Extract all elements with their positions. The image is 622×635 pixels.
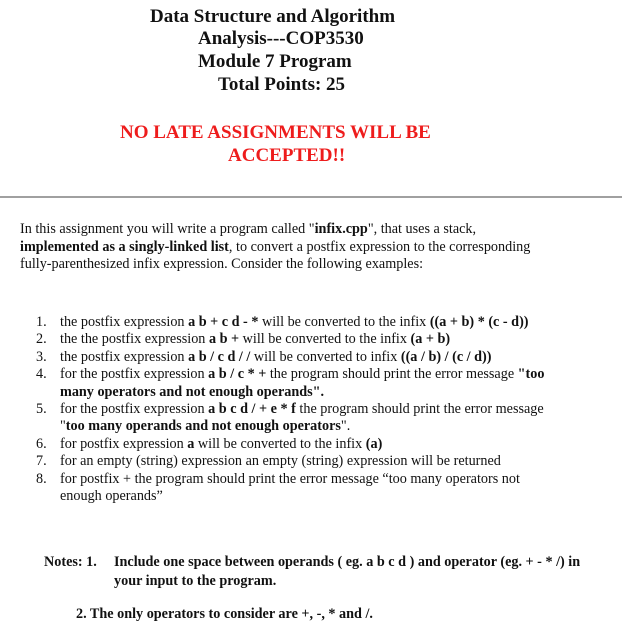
notes-label: Notes: 1.	[44, 554, 97, 570]
intro-paragraph	[20, 221, 550, 274]
example-number: 8.	[36, 470, 47, 487]
note-1	[44, 553, 584, 591]
note-1-text: Include one space between operands ( eg. a b c d ) and operator (eg. + - * /) in your input to the program.	[114, 554, 581, 589]
intro-emphasis: implemented as a singly-linked list	[20, 238, 229, 255]
course-title: Data Structure and Algorithm	[150, 6, 396, 27]
example-expression: a b / c * +	[208, 366, 267, 383]
example-text: will be converted to infix	[250, 348, 401, 365]
example-item-1	[36, 314, 556, 331]
example-text: will be converted to the infix	[258, 314, 430, 330]
example-text: the the postfix expression	[60, 331, 209, 348]
example-text: will be converted to the infix	[239, 331, 411, 348]
example-expression: ((a + b) * (c - d))	[429, 314, 529, 330]
example-expression: too many operands and not enough operators	[65, 418, 341, 435]
example-item-2	[36, 331, 556, 348]
example-number: 7.	[36, 453, 47, 470]
example-text: for postfix expression	[60, 435, 188, 452]
notes-section	[44, 553, 584, 591]
example-number: 3.	[36, 348, 47, 365]
example-number: 6.	[36, 435, 47, 452]
example-text: the program should print the error message "	[60, 401, 544, 435]
example-text: will be converted to the infix	[194, 435, 366, 452]
example-expression: a b / c d / /	[188, 348, 251, 365]
example-expression: a b c d / + e * f	[208, 401, 296, 418]
example-text: the postfix expression	[60, 314, 189, 330]
module-title: Module 7 Program	[198, 51, 352, 72]
example-number: 5.	[36, 401, 47, 418]
intro-text-2: ", that uses a stack,	[367, 221, 477, 237]
example-text: the program should print the error message “too many operators not enough operands”	[60, 470, 520, 505]
example-expression: ((a / b) / (c / d))	[400, 348, 492, 365]
example-number: 4.	[36, 366, 47, 383]
example-number: 1.	[36, 314, 47, 330]
example-expression: a	[187, 435, 195, 452]
example-text: the postfix expression	[60, 348, 189, 365]
example-text: ".	[340, 418, 351, 435]
example-expression: (a)	[365, 435, 383, 452]
example-item-7	[36, 453, 556, 470]
example-item-8	[36, 471, 556, 506]
note-2: 2. The only operators to consider are +, -, * and /.	[76, 606, 373, 622]
late-warning-line-2: ACCEPTED!!	[228, 145, 346, 166]
example-item-5	[36, 401, 556, 436]
total-points: Total Points: 25	[218, 74, 346, 95]
example-item-6	[36, 436, 556, 453]
example-text: for an empty (string) expression an empty (string) expression will be returned	[60, 453, 501, 470]
example-item-3	[36, 349, 556, 366]
example-text: for the postfix expression	[60, 366, 209, 383]
example-number: 2.	[36, 331, 47, 348]
intro-text-1: In this assignment you will write a program called "	[20, 221, 315, 237]
late-warning-line-1: NO LATE ASSIGNMENTS WILL BE	[120, 122, 431, 143]
example-expression: (a + b)	[410, 331, 451, 348]
example-expression: a b + c d - *	[188, 314, 259, 330]
example-item-4	[36, 366, 556, 401]
intro-text-3: , to convert a postfix expression to the corresponding fully-parenthesized infix expression. Consider the following examples:	[20, 238, 531, 272]
horizontal-divider	[0, 196, 622, 198]
intro-filename: infix.cpp	[314, 221, 368, 237]
example-text: for the postfix expression	[60, 401, 209, 418]
course-code: Analysis---COP3530	[198, 28, 364, 49]
example-text: for postfix +	[60, 470, 135, 487]
example-expression: "too many operators and not enough operands".	[60, 366, 545, 400]
example-expression: a b +	[208, 331, 240, 348]
examples-list	[36, 314, 556, 505]
example-text: the program should print the error message	[266, 366, 518, 383]
